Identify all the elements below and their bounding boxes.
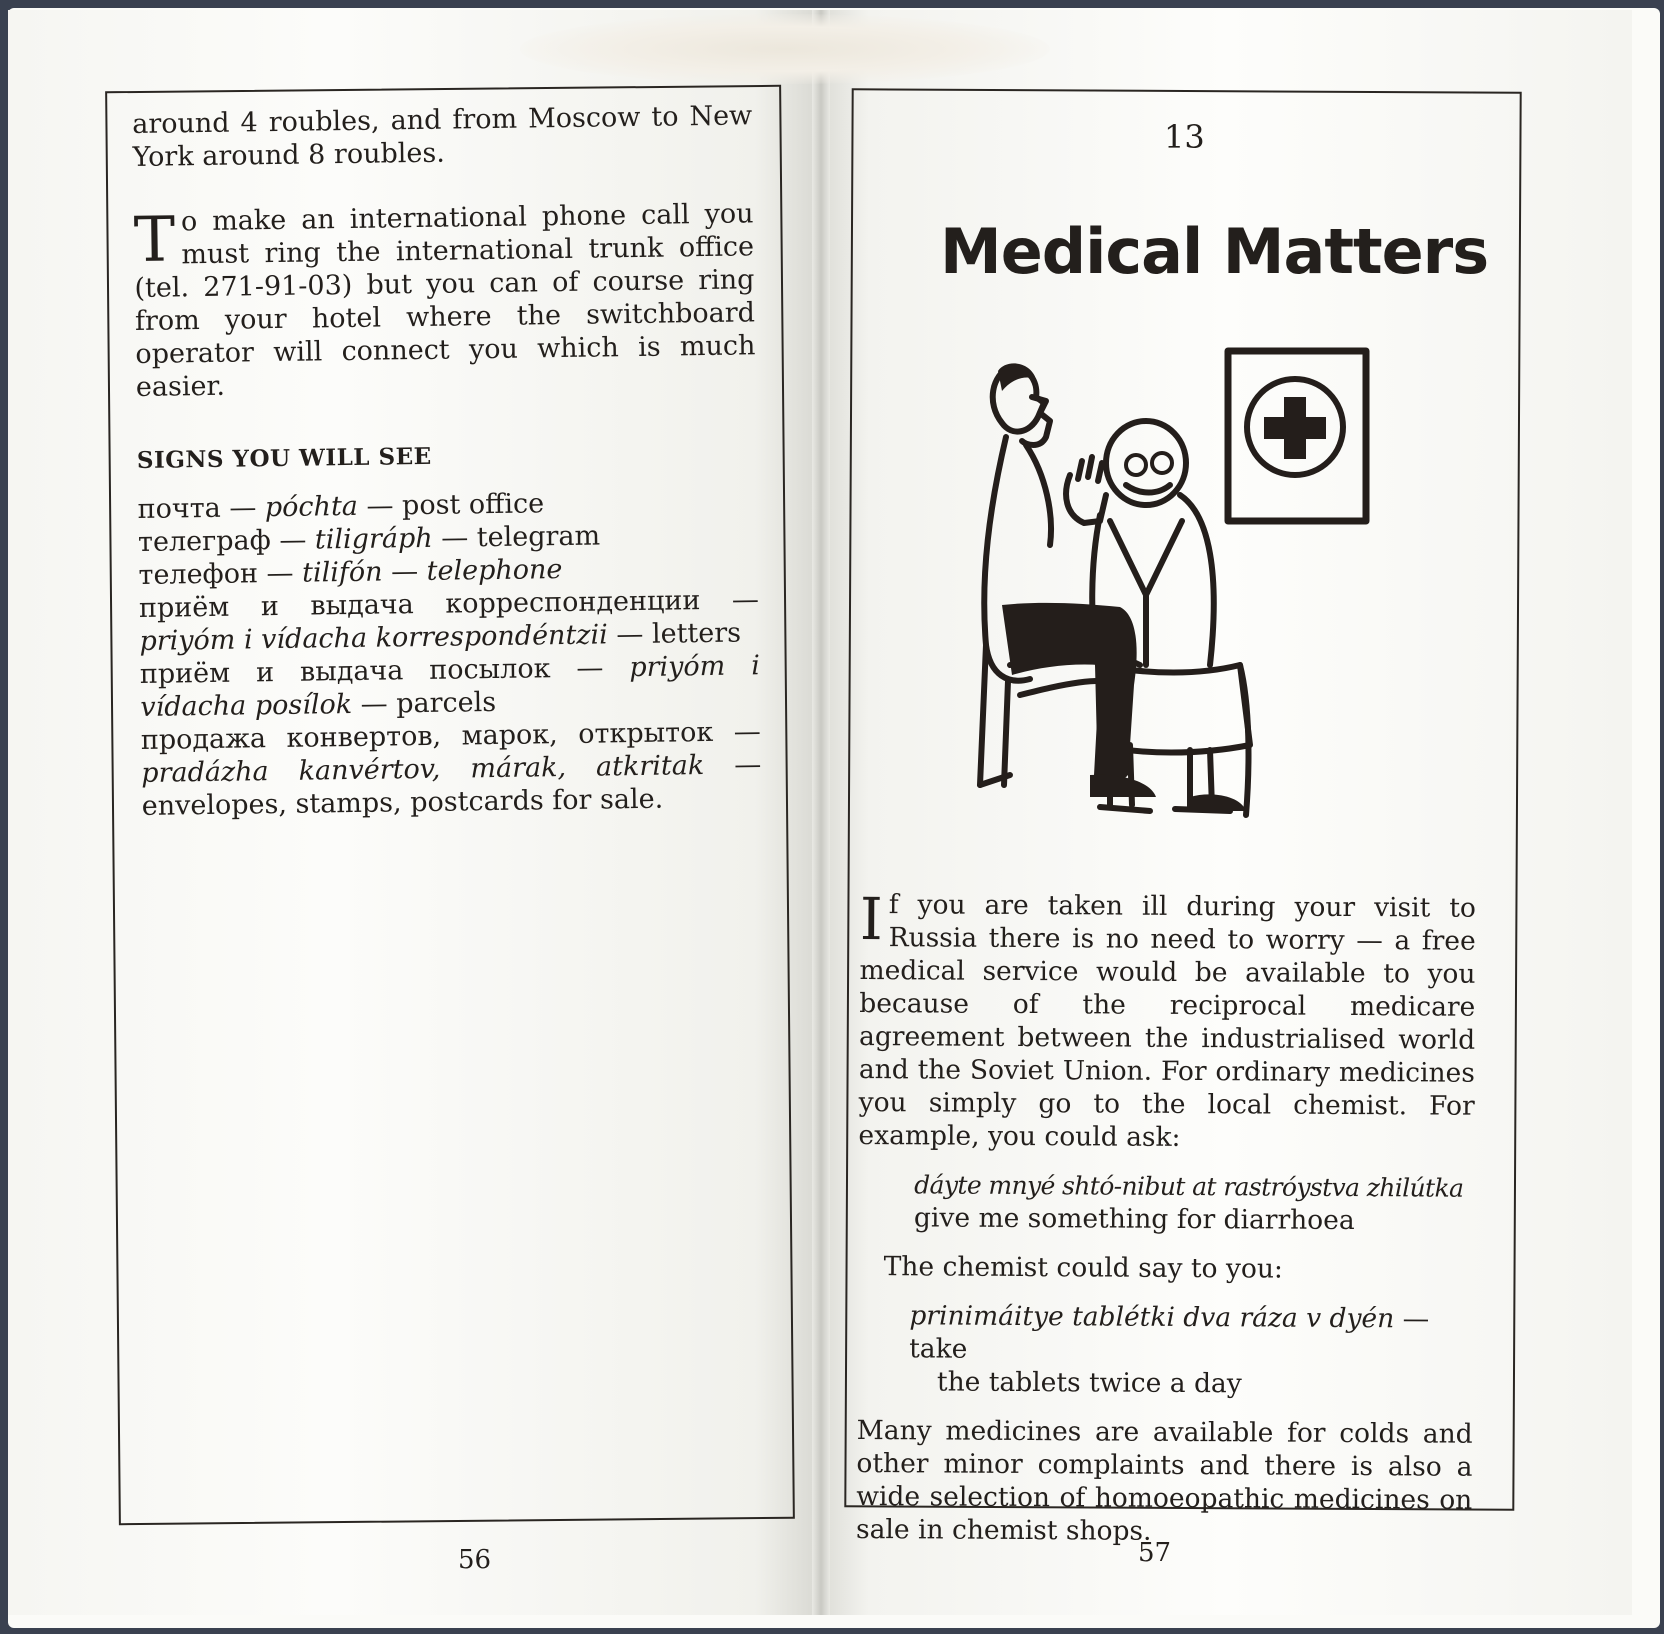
sign-meaning: telegram <box>476 520 601 554</box>
left-page-content <box>132 99 762 823</box>
sign-russian: телеграф <box>137 525 271 558</box>
chapter-number: 13 <box>1164 118 1205 156</box>
right-page-content <box>855 885 1476 1550</box>
phrase-transliteration: dáyte mnyé shtó-nibut at rastróystva zhilútka <box>914 1170 1464 1203</box>
paragraph-roubles: around 4 roubles, and from Moscow to New York around 8 roubles. <box>132 100 753 173</box>
sign-transliteration: tilifón <box>301 556 383 589</box>
paragraph-taken-ill <box>858 885 1476 1156</box>
sign-meaning: post office <box>401 488 545 522</box>
phrase-meaning-start: — take <box>909 1303 1430 1365</box>
page-number-left: 56 <box>458 1545 492 1575</box>
sign-entry: телеграф — tiligráph — telegram <box>137 520 601 558</box>
sign-russian: продажа конвертов, марок, открыток <box>140 716 714 756</box>
paragraph-phone-call-text: o make an international phone call you must ring the international trunk office (tel. 271-91-03) but you can of course ring from your hotel where the switchboard operator will connect you which is much easier. <box>134 198 756 403</box>
sign-meaning: parcels <box>396 686 497 720</box>
sign-russian: почта <box>137 492 221 525</box>
sign-entry: продажа конвертов, марок, открыток — pradázha kanvértov, márak, atkritak — envelopes, stamps, postcards for sale. <box>140 716 762 822</box>
page-stain <box>520 14 1050 84</box>
sign-meaning: telephone <box>426 554 563 587</box>
phrase-transliteration: prinimáitye tablétki dva ráza v dyén <box>909 1300 1395 1335</box>
drop-cap: I <box>859 885 883 954</box>
sign-russian: приём и выдача посылок <box>139 653 551 690</box>
chemist-lead: The chemist could say to you: <box>883 1251 1283 1285</box>
sign-entry: приём и выдача корреспонденции — priyóm i vídacha korrespondéntzii — letters <box>138 584 760 657</box>
sign-transliteration: priyóm i vídacha posílok <box>140 650 761 723</box>
sign-transliteration: priyóm i vídacha korrespondéntzii <box>139 619 609 657</box>
paragraph-phone-call <box>133 197 756 404</box>
paragraph-medicines: Many medicines are available for colds and other minor complaints and there is also a wide selection of homoeopathic medicines on sale in chemist shops. <box>855 1414 1473 1547</box>
sign-transliteration: pradázha kanvértov, márak, atkritak <box>141 750 705 789</box>
phrase-meaning: give me something for diarrhoea <box>913 1202 1355 1237</box>
sign-entry: почта — póchta — post office <box>137 488 545 525</box>
paragraph-taken-ill-text: f you are taken ill during your visit to Russia there is no need to worry — a free medical service would be available to you because of the reciprocal medicare agreement between the industrialised world and the Soviet Union. For ordinary medicines you simply go to the local chemist. For example, you could ask: <box>858 889 1476 1153</box>
phrase-meaning-end: the tablets twice a day <box>936 1366 1242 1400</box>
page-number-right: 57 <box>1138 1538 1172 1568</box>
sign-meaning: letters <box>651 617 742 650</box>
drop-cap: T <box>133 202 176 276</box>
sign-transliteration: tiligráph <box>314 522 433 556</box>
signs-heading: SIGNS YOU WILL SEE <box>136 442 432 474</box>
sign-russian: приём и выдача корреспонденции <box>138 585 701 624</box>
chapter-title: Medical Matters <box>940 215 1489 288</box>
book-gutter <box>812 10 830 1615</box>
sign-transliteration: póchta <box>264 490 359 524</box>
sign-entry: телефон — tilifón — telephone <box>138 554 563 591</box>
phrase-diarrhoea <box>914 1168 1474 1237</box>
sign-entry: приём и выдача посылок — priyóm i vídacha posílok — parcels <box>139 650 761 723</box>
doctor-illustration <box>950 345 1380 845</box>
sign-meaning: envelopes, stamps, postcards for sale. <box>141 783 664 822</box>
phrase-tablets <box>909 1299 1474 1401</box>
sign-russian: телефон <box>138 558 259 591</box>
